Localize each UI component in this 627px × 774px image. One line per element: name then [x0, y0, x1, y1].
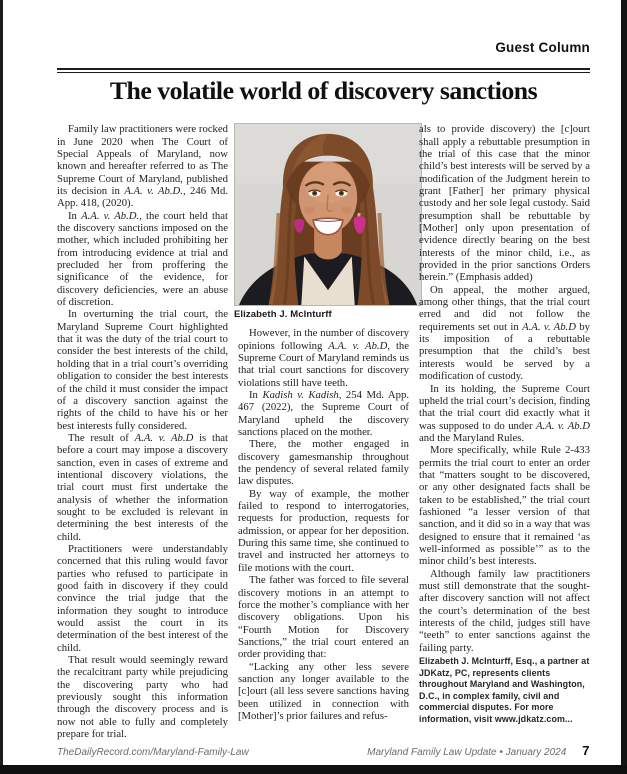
article-paragraph: The result of A.A. v. Ab.D is that before a court may impose a discovery sanction, even in cases of extreme and intentional discovery violations, the trial court must first undertake the analysis of whether the information sought to be excluded is relevant in determining the best interests of the child. — [57, 431, 229, 543]
author-photo-caption: Elizabeth J. McInturff — [234, 309, 332, 321]
article-columns — [57, 123, 590, 740]
page-edge-right — [621, 0, 627, 774]
author-photo — [234, 123, 422, 320]
footer-publication: Maryland Family Law Update • January 2024 — [367, 747, 567, 758]
page-edge-bottom — [0, 765, 627, 774]
article-paragraph: Practitioners were understandably concerned that this ruling would favor parties who refused to participate in good faith in discovery if they could convince the trial judge that the information they sought to introduce would assist the court in its determination of the best interest of the child. — [57, 542, 228, 654]
article-paragraph: The father was forced to file several discovery motions in an attempt to force the mother’s compliance with her discovery obligations. Upon his “Fourth Motion for Discovery Sanctions,” the trial court entered an order providing that: — [238, 574, 409, 661]
article-paragraph: Although family law practitioners must still demonstrate that the sought-after discovery sanction will not affect the court’s determination of the best interests of the child, judges still have “teeth” to enter sanctions against the failing party. — [419, 567, 590, 654]
section-kicker: Guest Column — [495, 40, 590, 55]
article-paragraph: That result would seemingly reward the recalcitrant party while prejudicing the discovering party who had previously sought this information through the discovery process and is now not able to fully and completely prepare for trial. — [57, 654, 228, 741]
article-paragraph: In overturning the trial court, the Maryland Supreme Court highlighted that it was the duty of the trial court to consider the best interests of the child, holding that in a trial court’s overriding obligation to consider the best interests of the child it must consider the impact of a discovery sanction against the rights of the child to have his or her best interests fully considered. — [57, 308, 228, 432]
article-paragraph: However, in the number of discovery opinions following A.A. v. Ab.D, the Supreme Court of Maryland reminds us that trial court sanctions for discovery violations still have teeth. — [238, 327, 409, 389]
article-paragraph: There, the mother engaged in discovery gamesmanship throughout the pendency of several related family law disputes. — [238, 438, 409, 488]
portrait-illustration — [235, 124, 421, 305]
header-divider — [57, 68, 590, 73]
article-paragraph: In its holding, the Supreme Court upheld the trial court’s decision, finding that the trial court did exactly what it was supposed to do under A.A. v. Ab.D and the Maryland Rules. — [419, 382, 590, 444]
article-title: The volatile world of discovery sanctions — [109, 76, 538, 105]
article-paragraph: In Kadish v. Kadish, 254 Md. App. 467 (2022), the Supreme Court of Maryland upheld the discovery sanctions placed on the mother. — [238, 389, 409, 439]
article-paragraph: More specifically, while Rule 2-433 permits the trial court to enter an order that “matters sought to be discovered, or any other designated facts shall be taken to be established,” the trial court fashioned “a lesser version of that sanction, and it did so in a way that was designed to ensure that it remained ‘as well-informed as possible’” as to the minor child’s best interests. — [419, 444, 590, 568]
article-paragraph: Family law practitioners were rocked in June 2020 when The Court of Special Appeals of Maryland, now known and hereafter referred to as The Supreme Court of Maryland, published its decision in A.A. v. Ab.D., 246 Md. App. 418, (2020). — [57, 123, 229, 210]
footer-site-url: TheDailyRecord.com/Maryland-Family-Law — [57, 747, 249, 758]
page-number: 7 — [582, 743, 590, 758]
article-column-2-text — [238, 327, 409, 722]
article-paragraph: By way of example, the mother failed to respond to interrogatories, requests for production, requests for admission, or appear for her deposition. During this same time, she continued to travel and instructed her attorneys to file motions with the court. — [238, 487, 409, 574]
article-column-2 — [234, 123, 409, 722]
article-paragraph: On appeal, the mother argued, among other things, that the trial court erred and did not follow the requirements set out in A.A. v. Ab.D by its imposition of a rebuttable presumption that the child’s best interests would be served by a modification of custody. — [419, 283, 590, 383]
author-photo-image — [234, 123, 422, 306]
author-bio: Elizabeth J. McInturff, Esq., a partner at JDKatz, PC, represents clients throughout Maryland and Washington, D.C., in complex family, civil and commercial disputes. For more information, visit www.jdkatz.com... — [419, 656, 590, 725]
page-footer — [57, 743, 590, 758]
article-column-3-text — [419, 123, 590, 654]
page-edge-left — [0, 0, 3, 774]
article-column-3 — [419, 123, 590, 725]
article-column-1 — [57, 123, 228, 740]
page-content — [57, 0, 590, 740]
article-paragraph: In A.A. v. Ab.D., the court held that the discovery sanctions imposed on the mother, which included prohibiting her from introducing evidence at trial and precluded her from proffering the significance of the evidence, for discovery deficiencies, were an abuse of discretion. — [57, 209, 228, 309]
article-paragraph: als to provide discovery) the [c]ourt shall apply a rebuttable presumption in the trial of this case that the minor child’s best interests will be served by a modification of the Judgment herein to grant [Father] her primary physical custody and her sole legal custody. Said presumption shall be rebuttable by [Mother] only upon presentation of evidence directly bearing on the best interests of the minor child, i.e., as provided in the prior sanctions Orders herein.” (Emphasis added) — [419, 123, 590, 284]
article-paragraph: “Lacking any other less severe sanction any longer available to the [c]ourt (all less severe sanctions having been utilized in connection with [Mother]’s prior failures and refus- — [238, 660, 409, 722]
